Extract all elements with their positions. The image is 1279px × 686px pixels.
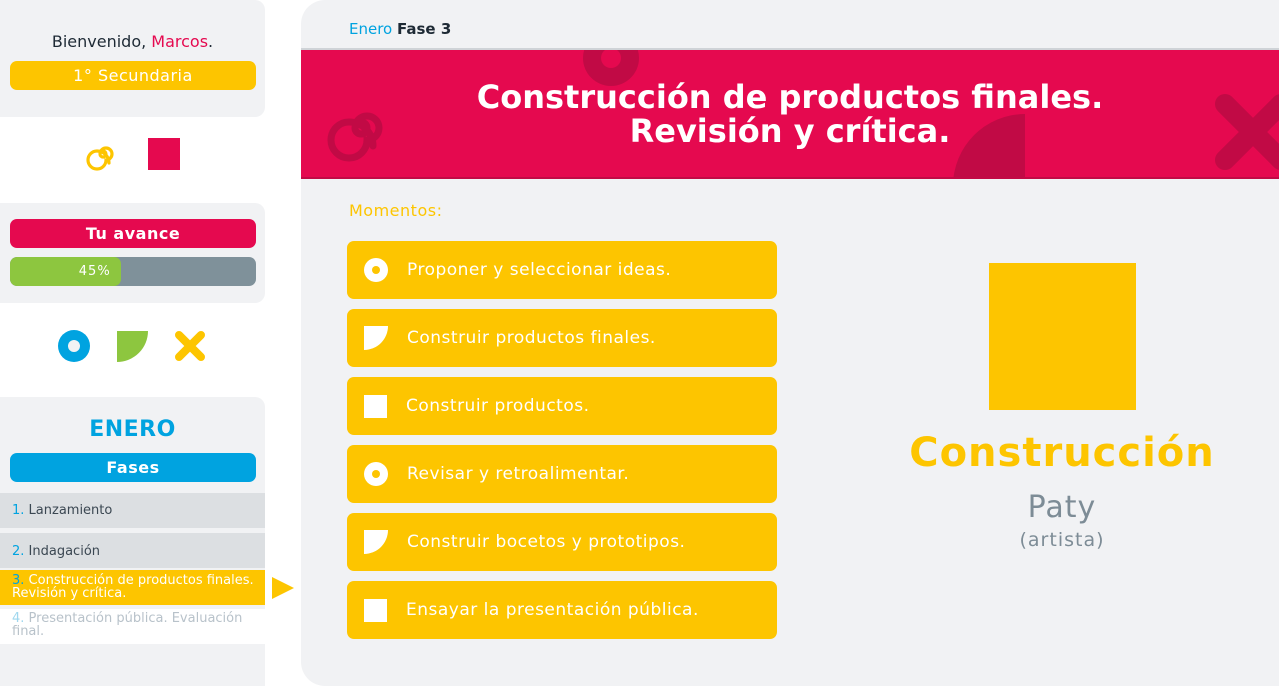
grade-badge: 1° Secundaria	[10, 61, 256, 90]
page-title-line-1: Construcción de productos finales.	[476, 78, 1104, 116]
page-title	[301, 80, 1279, 148]
quarter-circle-icon	[364, 326, 388, 350]
welcome-message	[0, 32, 265, 51]
moment-item[interactable]	[347, 377, 777, 435]
role-title: Construcción	[909, 430, 1215, 476]
phases-label: Fases	[10, 453, 256, 482]
breadcrumb-month: Enero	[349, 20, 393, 38]
phase-item-lanzamiento[interactable]	[0, 493, 265, 528]
phase-number: 3.	[12, 573, 25, 588]
circle-icon	[364, 258, 388, 282]
phase-item-indagacion[interactable]	[0, 533, 265, 568]
moment-item[interactable]	[347, 241, 777, 299]
phase-label: Construcción de productos finales. Revisión y crítica.	[12, 573, 254, 601]
role-square-icon	[989, 263, 1136, 410]
main-panel	[301, 0, 1279, 686]
square-icon	[364, 599, 387, 622]
circle-icon	[364, 462, 388, 486]
breadcrumb	[349, 20, 451, 38]
moment-label: Revisar y retroalimentar.	[407, 464, 630, 484]
decor-shapes-top	[0, 136, 265, 172]
phase-label: Presentación pública. Evaluación final.	[12, 611, 243, 639]
welcome-prefix: Bienvenido,	[51, 32, 152, 51]
moment-label: Construir productos.	[406, 396, 590, 416]
moment-label: Construir bocetos y prototipos.	[407, 532, 686, 552]
square-icon	[364, 395, 387, 418]
phase-number: 1.	[12, 503, 25, 518]
phase-number: 4.	[12, 611, 25, 626]
phase-number: 2.	[12, 544, 25, 559]
moment-item[interactable]	[347, 513, 777, 571]
quarter-circle-icon	[117, 331, 148, 362]
person-name: Paty	[1027, 490, 1097, 525]
x-icon	[173, 329, 207, 363]
active-phase-arrow-icon	[272, 577, 294, 599]
quarter-circle-icon	[364, 530, 388, 554]
decor-shapes-middle	[0, 329, 265, 363]
momentos-label: Momentos:	[349, 201, 443, 220]
welcome-card	[0, 0, 265, 117]
phase-label: Indagación	[28, 544, 101, 559]
phase-banner	[301, 48, 1279, 179]
moment-label: Construir productos finales.	[407, 328, 656, 348]
circle-icon	[58, 330, 90, 362]
welcome-suffix: .	[208, 32, 214, 51]
progress-bar-fill	[10, 257, 121, 286]
phase-item-presentacion[interactable]	[0, 609, 265, 644]
progress-card	[0, 203, 265, 303]
page-title-line-2: Revisión y crítica.	[629, 112, 951, 150]
progress-text: 45%	[78, 264, 111, 279]
phases-card	[0, 397, 265, 686]
month-title: ENERO	[89, 417, 176, 442]
progress-label: Tu avance	[10, 219, 256, 248]
moment-label: Proponer y seleccionar ideas.	[407, 260, 672, 280]
user-name: Marcos	[151, 32, 209, 51]
phase-item-construccion[interactable]	[0, 570, 265, 605]
moment-label: Ensayar la presentación pública.	[406, 600, 699, 620]
moment-item[interactable]	[347, 309, 777, 367]
phase-label: Lanzamiento	[28, 503, 113, 518]
moment-item[interactable]	[347, 445, 777, 503]
progress-bar	[10, 257, 256, 286]
square-icon	[148, 138, 180, 170]
person-role: (artista)	[1019, 529, 1105, 551]
breadcrumb-phase: Fase 3	[397, 20, 452, 38]
moment-item[interactable]	[347, 581, 777, 639]
spiral-icon	[86, 137, 120, 171]
